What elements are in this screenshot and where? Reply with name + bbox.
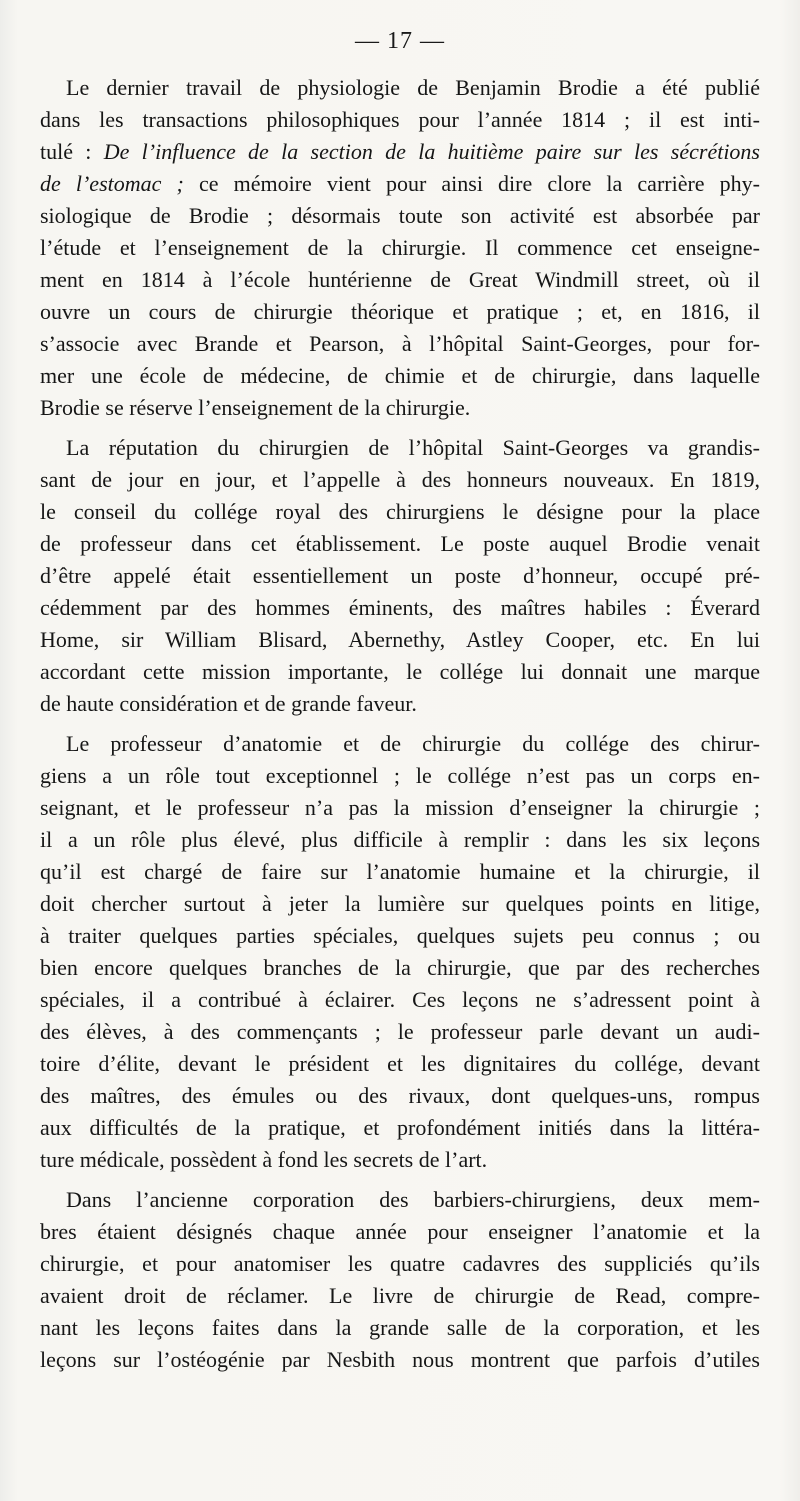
- text-line: des élèves, à des commençants ; le professeur parle devant un audi-: [40, 1019, 760, 1044]
- text-line: chirurgie, et pour anatomiser les quatre cadavres des suppliciés qu’ils: [40, 1251, 760, 1276]
- text-line: accordant cette mission importante, le collége lui donnait une marque: [40, 659, 760, 684]
- text-line: Le dernier travail de physiologie de Benjamin Brodie a été publié: [66, 75, 760, 100]
- text-span: ce mémoire vient pour ainsi dire clore la carrière phy-: [183, 171, 760, 196]
- text-span: tulé :: [40, 139, 104, 164]
- text-line: toire d’élite, devant le président et les dignitaires du collége, devant: [40, 1051, 760, 1076]
- paragraph: [40, 728, 760, 1176]
- text-line: de professeur dans cet établissement. Le poste auquel Brodie venait: [40, 531, 760, 556]
- text-line: s’associe avec Brande et Pearson, à l’hôpital Saint-Georges, pour for-: [40, 331, 760, 356]
- text-line: mer une école de médecine, de chimie et de chirurgie, dans laquelle: [40, 363, 760, 388]
- text-line: nant les leçons faites dans la grande salle de la corporation, et les: [40, 1315, 760, 1340]
- text-line: avaient droit de réclamer. Le livre de chirurgie de Read, compre-: [40, 1283, 760, 1308]
- body-text: [40, 72, 760, 1376]
- text-line: doit chercher surtout à jeter la lumière sur quelques points en litige,: [40, 891, 760, 916]
- text-line: à traiter quelques parties spéciales, quelques sujets peu connus ; ou: [40, 923, 760, 948]
- text-line: Dans l’ancienne corporation des barbiers-chirurgiens, deux mem-: [66, 1187, 760, 1212]
- text-line: seignant, et le professeur n’a pas la mission d’enseigner la chirurgie ;: [40, 795, 760, 820]
- text-line: Home, sir William Blisard, Abernethy, Astley Cooper, etc. En lui: [40, 627, 760, 652]
- text-line: dans les transactions philosophiques pour l’année 1814 ; il est inti-: [40, 107, 760, 132]
- text-line: de haute considération et de grande faveur.: [40, 691, 417, 716]
- text-line-with-title: [40, 136, 760, 168]
- text-line: aux difficultés de la pratique, et profondément initiés dans la littéra-: [40, 1115, 760, 1140]
- text-line: ture médicale, possèdent à fond les secrets de l’art.: [40, 1147, 488, 1172]
- text-line: qu’il est chargé de faire sur l’anatomie humaine et la chirurgie, il: [40, 859, 760, 884]
- text-line: siologique de Brodie ; désormais toute son activité est absorbée par: [40, 203, 760, 228]
- italic-title-span: De l’influence de la section de la huitième paire sur les sécrétions: [103, 139, 760, 164]
- text-line: il a un rôle plus élevé, plus difficile à remplir : dans les six leçons: [40, 827, 760, 852]
- text-line: cédemment par des hommes éminents, des maîtres habiles : Éverard: [40, 595, 760, 620]
- text-line: Le professeur d’anatomie et de chirurgie du collége des chirur-: [66, 731, 760, 756]
- text-line: La réputation du chirurgien de l’hôpital Saint-Georges va grandis-: [66, 435, 760, 460]
- paragraph: [40, 1184, 760, 1376]
- text-line: des maîtres, des émules ou des rivaux, dont quelques-uns, rompus: [40, 1083, 760, 1108]
- page-number: — 17 —: [355, 28, 445, 54]
- text-line: bres étaient désignés chaque année pour enseigner l’anatomie et la: [40, 1219, 760, 1244]
- text-line: l’étude et l’enseignement de la chirurgie. Il commence cet enseigne-: [40, 235, 760, 260]
- text-line: le conseil du collége royal des chirurgiens le désigne pour la place: [40, 499, 760, 524]
- text-line-with-title: [40, 168, 760, 200]
- paragraph: [40, 72, 760, 424]
- text-line: spéciales, il a contribué à éclairer. Ces leçons ne s’adressent point à: [40, 987, 760, 1012]
- text-line: bien encore quelques branches de la chirurgie, que par des recherches: [40, 955, 760, 980]
- text-line: ouvre un cours de chirurgie théorique et pratique ; et, en 1816, il: [40, 299, 760, 324]
- italic-title-span: de l’estomac ;: [40, 171, 184, 196]
- text-line: sant de jour en jour, et l’appelle à des honneurs nouveaux. En 1819,: [40, 467, 760, 492]
- text-line: d’être appelé était essentiellement un poste d’honneur, occupé pré-: [40, 563, 760, 588]
- text-line: Brodie se réserve l’enseignement de la chirurgie.: [40, 395, 471, 420]
- text-line: giens a un rôle tout exceptionnel ; le collége n’est pas un corps en-: [40, 763, 760, 788]
- text-line: leçons sur l’ostéogénie par Nesbith nous montrent que parfois d’utiles: [40, 1347, 760, 1372]
- paragraph: [40, 432, 760, 720]
- text-line: ment en 1814 à l’école huntérienne de Great Windmill street, où il: [40, 267, 760, 292]
